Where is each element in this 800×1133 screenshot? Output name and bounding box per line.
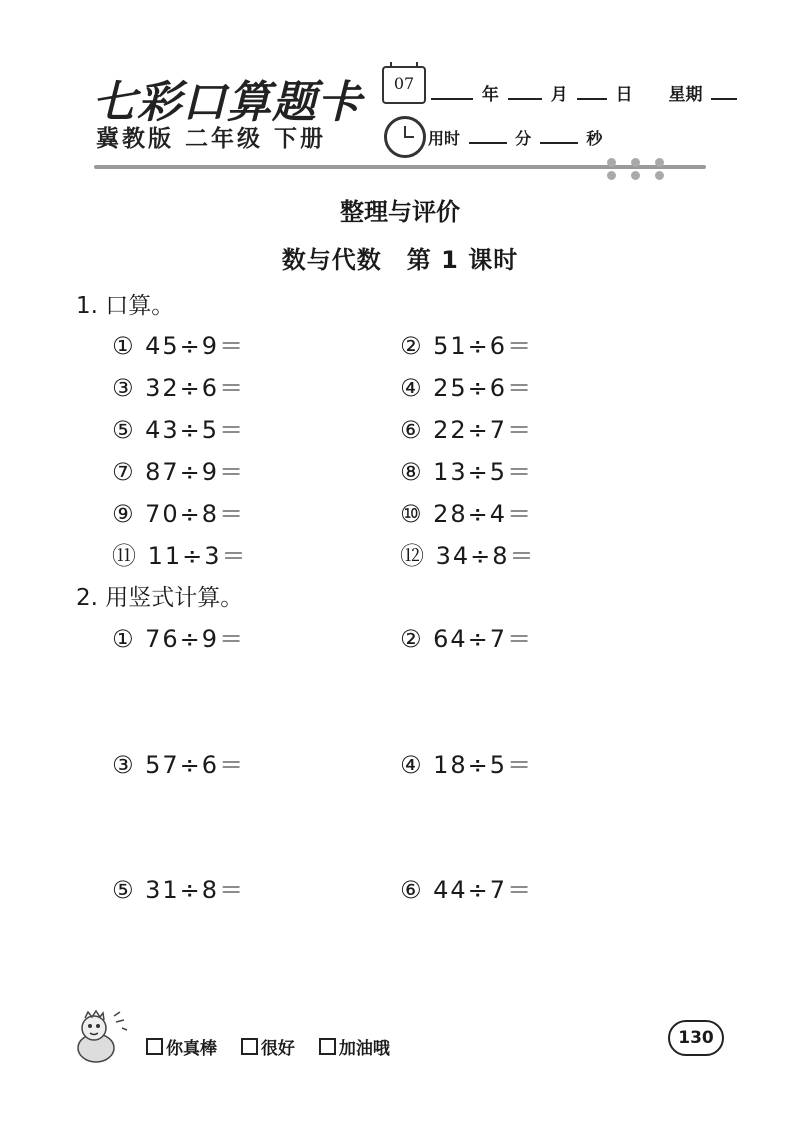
checkbox-icon (241, 1038, 258, 1055)
calendar-number: 07 (393, 74, 415, 93)
second-label: 秒 (586, 129, 603, 148)
oral-problem: ⑥ 22÷7＝ (400, 416, 534, 444)
date-fields (428, 80, 740, 105)
month-label: 月 (550, 85, 568, 105)
self-rating (146, 1034, 408, 1059)
time-fields (428, 126, 602, 149)
bead-decoration (658, 158, 661, 180)
page-number: 130 (668, 1020, 724, 1056)
vertical-problem: ③ 57÷6＝ (112, 751, 246, 779)
section2-heading: 2. 用竖式计算。 (76, 585, 244, 611)
edition-subtitle: 冀教版 二年级 下册 (96, 126, 327, 152)
oral-problem: ⑧ 13÷5＝ (400, 458, 534, 486)
brand-title: 七彩口算题卡 (92, 77, 362, 128)
day-label: 日 (615, 85, 633, 105)
bead-decoration (610, 158, 613, 180)
rating-good[interactable]: 很好 (241, 1039, 295, 1059)
oral-problem: ⑪ 11÷3＝ (112, 542, 248, 570)
oral-problem: ④ 25÷6＝ (400, 374, 534, 402)
oral-problem: ⑫ 34÷8＝ (400, 542, 536, 570)
rating-great[interactable]: 你真棒 (146, 1039, 217, 1059)
vertical-problem: ⑤ 31÷8＝ (112, 876, 246, 904)
lesson-subtitle: 数与代数 第 1 课时 (281, 246, 519, 274)
calendar-icon (382, 66, 426, 104)
vertical-problem: ① 76÷9＝ (112, 625, 246, 653)
oral-problem: ⑨ 70÷8＝ (112, 500, 246, 528)
oral-problem: ⑤ 43÷5＝ (112, 416, 246, 444)
oral-problem: ② 51÷6＝ (400, 332, 534, 360)
vertical-problem: ④ 18÷5＝ (400, 751, 534, 779)
checkbox-icon (146, 1038, 163, 1055)
oral-problem: ① 45÷9＝ (112, 332, 246, 360)
clock-icon (384, 116, 426, 158)
page-title: 整理与评价 (340, 198, 460, 226)
bead-decoration (634, 158, 637, 180)
mascot-icon (70, 1008, 130, 1066)
oral-problem: ⑦ 87÷9＝ (112, 458, 246, 486)
section1-heading: 1. 口算。 (76, 293, 175, 319)
oral-problem: ③ 32÷6＝ (112, 374, 246, 402)
year-label: 年 (481, 85, 499, 105)
rating-keep-going[interactable]: 加油哦 (319, 1039, 390, 1059)
vertical-problem: ② 64÷7＝ (400, 625, 534, 653)
checkbox-icon (319, 1038, 336, 1055)
time-label: 用时 (428, 129, 461, 148)
vertical-problem: ⑥ 44÷7＝ (400, 876, 534, 904)
minute-label: 分 (515, 129, 532, 148)
oral-problem: ⑩ 28÷4＝ (400, 500, 534, 528)
weekday-label: 星期 (668, 85, 703, 105)
